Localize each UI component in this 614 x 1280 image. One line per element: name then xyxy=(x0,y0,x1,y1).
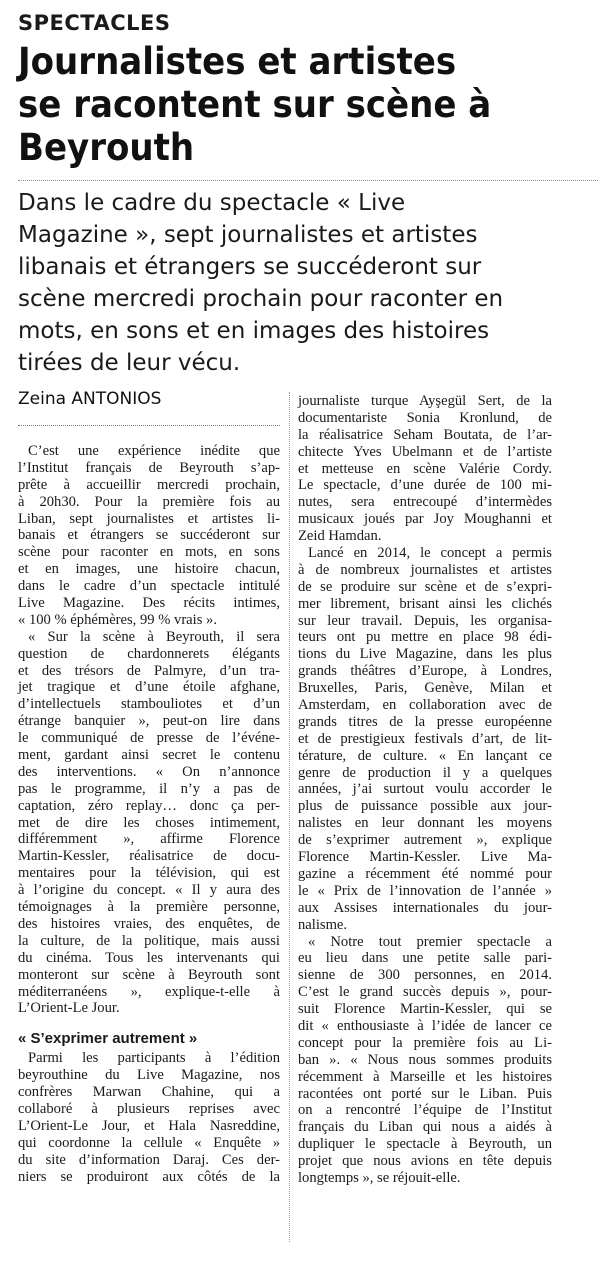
article-deck xyxy=(18,187,608,379)
divider xyxy=(18,425,280,427)
text-line: des interventions. « On n’annonce xyxy=(18,763,280,780)
text-line: musicaux joués par Joy Moughanni et xyxy=(298,511,552,528)
text-line: qui coordonne la cellule « Enquête » xyxy=(18,1134,280,1151)
text-line: C’est une expérience inédite que xyxy=(28,443,280,459)
text-line: niers se produiront aux côtés de la xyxy=(18,1168,280,1185)
text-line: nalistes en leur donnant les moyens xyxy=(298,815,552,832)
text-line: chitecte Yves Ubelmann et de l’artiste xyxy=(298,443,552,460)
headline xyxy=(18,40,561,169)
text-line: documentariste Sonia Kronlund, de xyxy=(298,409,552,426)
text-line: Live Magazine. Des récits intimes, xyxy=(18,595,280,612)
text-line: aux Assises internationales du jour- xyxy=(298,899,552,916)
text-line: question de chardonnerets élégants xyxy=(18,645,280,662)
text-line: Le spectacle, d’une durée de 100 mi- xyxy=(298,477,552,494)
deck-line: mots, en sons et en images des histoires xyxy=(18,318,490,344)
text-line: étrange banquier », peut-on lire dans xyxy=(18,713,280,730)
text-line: des histoires vraies, des enquêtes, de xyxy=(18,915,280,932)
deck-line: Dans le cadre du spectacle « Live xyxy=(18,190,406,216)
headline-line: Beyrouth xyxy=(18,126,195,169)
text-line: monteront sur scène à Beyrouth sont xyxy=(18,966,280,983)
text-line: sienne de 300 personnes, en 2014. xyxy=(298,967,552,984)
byline: Zeina ANTONIOS xyxy=(18,389,162,409)
text-line: de se produire sur scène et de s’expri- xyxy=(298,578,552,595)
headline-line: se racontent sur scène à xyxy=(18,83,492,126)
text-line: captation, zéro replay… donc ça per- xyxy=(18,797,280,814)
text-line: d’intellectuels stambouliotes et d’un xyxy=(18,696,280,713)
text-line: de s’exprimer autrement », explique xyxy=(298,832,552,849)
text-line: et metteuse en scène Valérie Cordy. xyxy=(298,460,552,477)
deck-line: libanais et étrangers se succéderont sur xyxy=(18,254,482,280)
text-line: Amsterdam, en collaboration avec de xyxy=(298,697,552,714)
text-line: années, j’ai surtout voulu accorder le xyxy=(298,781,552,798)
text-line: la culture, de la politique, mais aussi xyxy=(18,932,280,949)
text-line: Bruxelles, Paris, Genève, Milan et xyxy=(298,680,552,697)
text-line: sur leur travail. Depuis, les organisa- xyxy=(298,612,552,629)
text-line: le « Prix de l’innovation de l’année » xyxy=(298,882,552,899)
text-line: du site d’information Daraj. Ces der- xyxy=(18,1151,280,1168)
subheading: « S’exprimer autrement » xyxy=(18,1030,198,1048)
text-line: longtemps », se réjouit-elle. xyxy=(298,1169,461,1186)
text-line: racontées ont porté sur le Liban. Puis xyxy=(298,1085,552,1102)
text-line: dit « enthousiaste à l’idée de lancer ce xyxy=(298,1017,552,1034)
text-line: journaliste turque Ayşegül Sert, de la xyxy=(298,393,552,409)
text-line: Lancé en 2014, le concept a permis xyxy=(308,545,552,562)
section-kicker: SPECTACLES xyxy=(18,11,171,35)
text-line: et de prestigieux festivals d’art, de lit- xyxy=(298,730,552,747)
text-line: térature, de culture. « En lançant ce xyxy=(298,747,552,764)
text-line: l’Institut français de Beyrouth s’ap- xyxy=(18,459,280,476)
text-line: concept pour la première fois au Li- xyxy=(298,1034,552,1051)
text-line: C’est le grand succès depuis », pour- xyxy=(298,984,552,1001)
text-line: eu lieu dans une petite salle pari- xyxy=(298,950,552,967)
text-line: français du Liban qui nous a aidés à xyxy=(298,1119,552,1136)
text-line: teurs ont pu mettre en place 98 édi- xyxy=(298,629,552,646)
column-divider xyxy=(289,392,290,1242)
text-line: L’Orient-Le Jour, et Hala Nasreddine, xyxy=(18,1117,280,1134)
text-line: différemment », affirme Florence xyxy=(18,831,280,848)
deck-line: scène mercredi prochain pour raconter en xyxy=(18,286,504,312)
text-line: jet tragique et d’une étoile afghane, xyxy=(18,679,280,696)
text-line: du cinéma. Tous les intervenants qui xyxy=(18,949,280,966)
body-text xyxy=(18,1050,280,1185)
text-line: méditerranéens », explique-t-elle à xyxy=(18,983,280,1000)
text-line: confrères Marwan Chahine, qui a xyxy=(18,1084,280,1101)
body-column-1 xyxy=(18,443,280,1185)
text-line: on a rencontré l’équipe de l’Institut xyxy=(298,1102,552,1119)
text-line: et des trésors de Palmyre, d’un tra- xyxy=(18,662,280,679)
text-line: suit Florence Martin-Kessler, qui se xyxy=(298,1001,552,1018)
text-line: scène pour raconter en mots, en sons xyxy=(18,544,280,561)
text-line: à de nombreux journalistes et artistes xyxy=(298,561,552,578)
text-line: dupliquer le spectacle à Beyrouth, un xyxy=(298,1136,552,1153)
text-line: mer librement, brisant ainsi les clichés xyxy=(298,595,552,612)
text-line: Martin-Kessler, réalisatrice de docu- xyxy=(18,848,280,865)
text-line: et en images, une histoire chacun, xyxy=(18,561,280,578)
text-line: genre de production il y a quelques xyxy=(298,764,552,781)
text-line: « Notre tout premier spectacle a xyxy=(308,933,552,950)
text-line: met de dire les choses intimement, xyxy=(18,814,280,831)
body-text xyxy=(298,393,552,1187)
text-line: ban ». « Nous nous sommes produits xyxy=(298,1051,552,1068)
text-line: Parmi les participants à l’édition xyxy=(28,1050,280,1067)
body-column-2 xyxy=(298,393,552,1187)
text-line: ment, gardant ainsi secret le contenu xyxy=(18,747,280,764)
divider xyxy=(18,180,598,182)
text-line: nutes, sera entrecoupé d’intermèdes xyxy=(298,494,552,511)
text-line: récemment à Marseille et les histoires xyxy=(298,1068,552,1085)
deck-line: tirées de leur vécu. xyxy=(18,350,241,376)
text-line: « Sur la scène à Beyrouth, il sera xyxy=(28,628,280,645)
text-line: prête à accueillir mercredi prochain, xyxy=(18,476,280,493)
text-line: L’Orient-Le Jour. xyxy=(18,1000,120,1017)
text-line: témoignages à la première personne, xyxy=(18,899,280,916)
text-line: la réalisatrice Seham Boutata, de l’ar- xyxy=(298,426,552,443)
text-line: banais et étrangers se succéderont sur xyxy=(18,527,280,544)
text-line: dans le cadre d’un spectacle intitulé xyxy=(18,578,280,595)
text-line: à 20h30. Pour la première fois au xyxy=(18,493,280,510)
text-line: à l’origine du concept. « Il y aura des xyxy=(18,882,280,899)
deck-line: Magazine », sept journalistes et artistes xyxy=(18,222,478,248)
text-line: gazine a récemment été nommé pour xyxy=(298,865,552,882)
text-line: grands théâtres d’Europe, à Londres, xyxy=(298,663,552,680)
text-line: « 100 % éphémères, 99 % vrais ». xyxy=(18,611,217,628)
headline-line: Journalistes et artistes xyxy=(18,40,457,83)
text-line: Florence Martin-Kessler. Live Ma- xyxy=(298,849,552,866)
text-line: collaboré à plusieurs reprises avec xyxy=(18,1100,280,1117)
text-line: beyrouthine du Live Magazine, nos xyxy=(18,1067,280,1084)
text-line: projet que nous avions en tête depuis xyxy=(298,1153,552,1170)
text-line: le communiqué de presse de l’événe- xyxy=(18,730,280,747)
text-line: pas le programme, il n’y a pas de xyxy=(18,780,280,797)
text-line: Liban, sept journalistes et artistes li- xyxy=(18,510,280,527)
text-line: Zeid Hamdan. xyxy=(298,528,382,545)
text-line: mentaires pour la télévision, qui est xyxy=(18,865,280,882)
text-line: grands titres de la presse européenne xyxy=(298,713,552,730)
text-line: plus de puissance possible aux jour- xyxy=(298,798,552,815)
text-line: tions du Live Magazine, dans les plus xyxy=(298,646,552,663)
text-line: nalisme. xyxy=(298,916,348,933)
body-text xyxy=(18,443,280,1017)
